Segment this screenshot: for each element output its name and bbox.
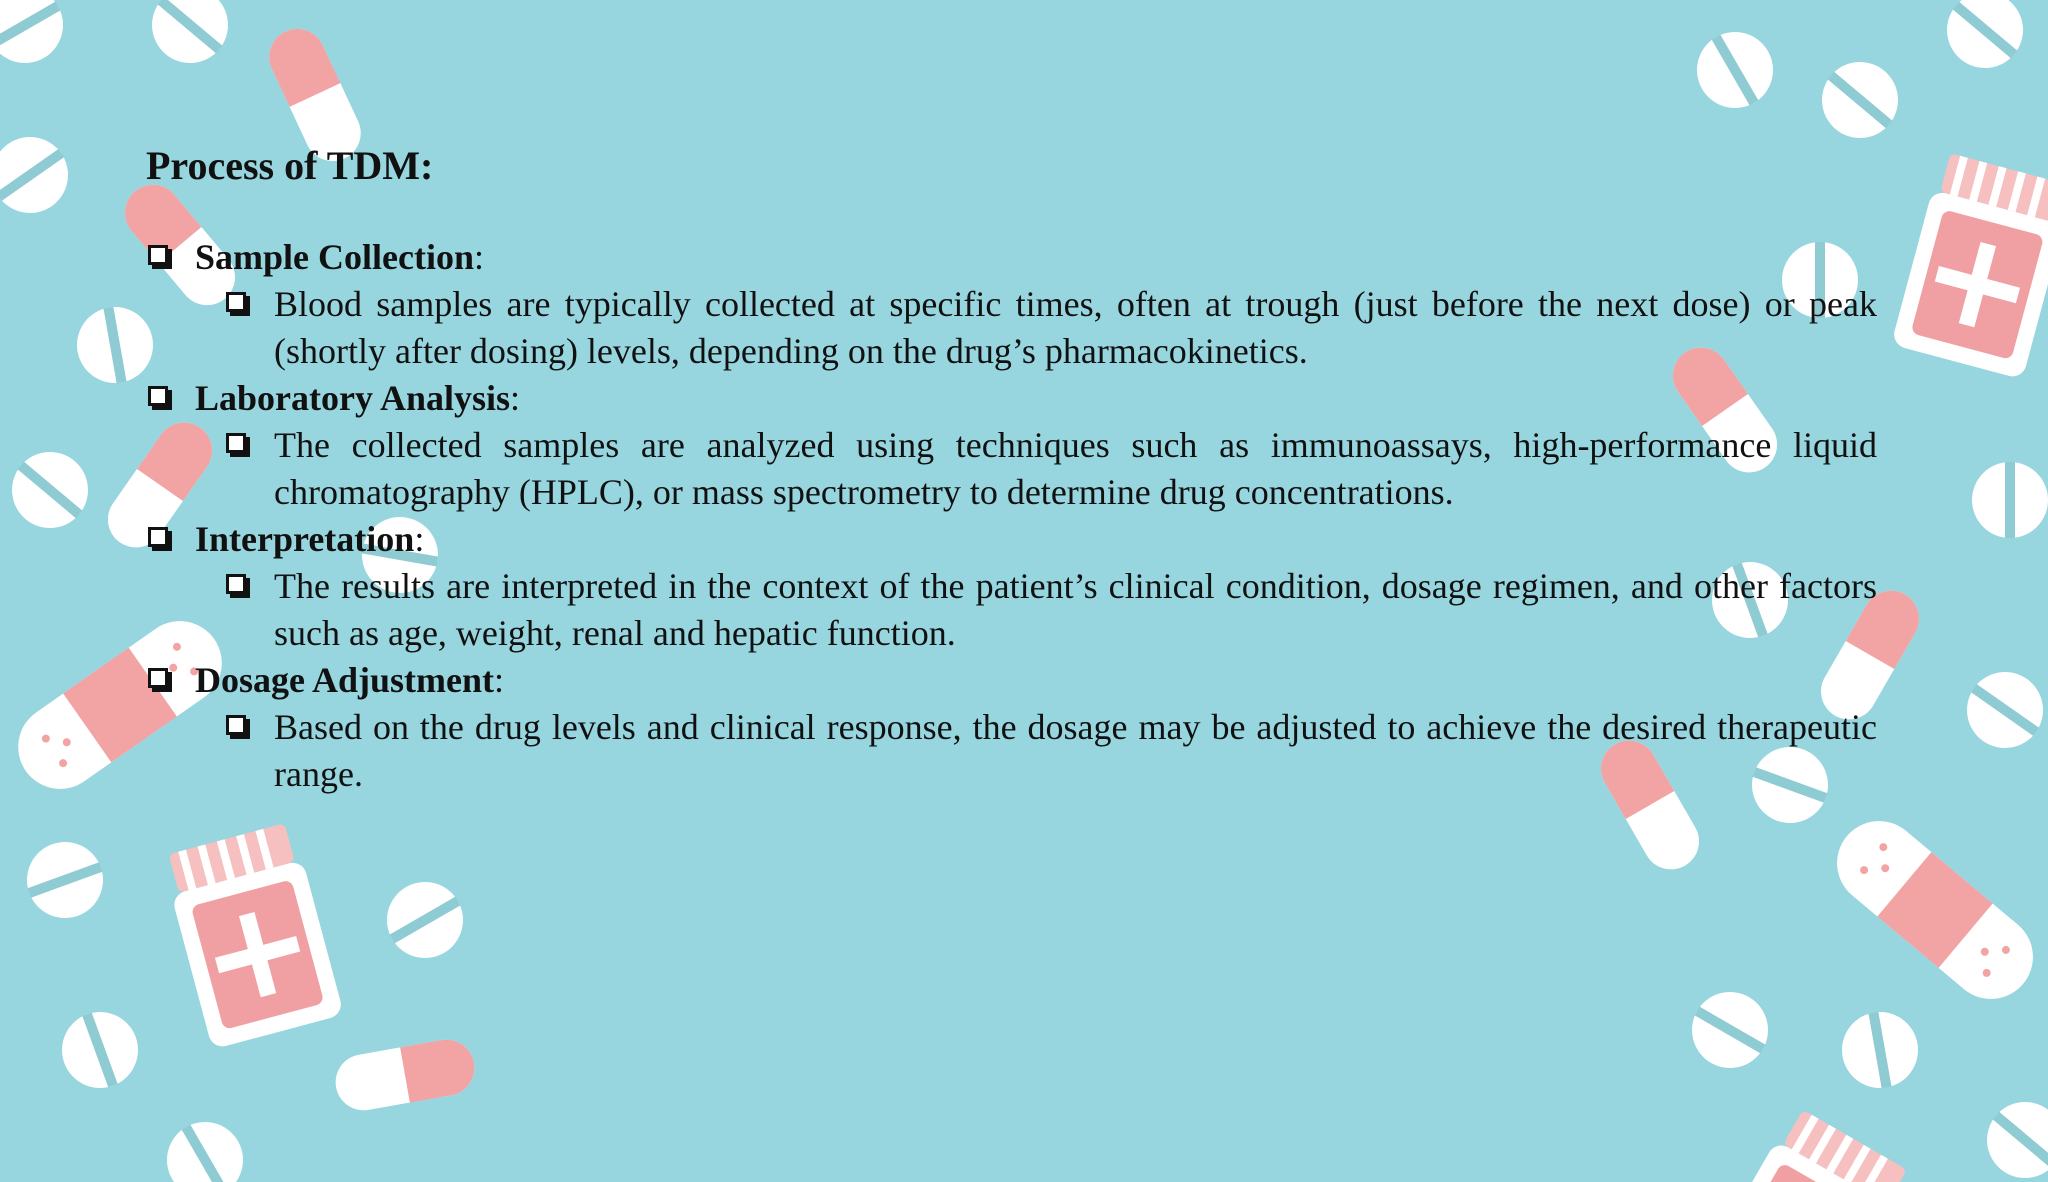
section-heading-label: Laboratory Analysis [195,378,511,418]
sub-bullet-text: The results are interpreted in the context of the patient’s clinical condition, dosage regimen, and other factors such as age, weight, renal and hepatic function. [274,566,1877,653]
section-dosage-adjustment [146,657,1877,798]
section-sample-collection [146,234,1877,375]
section-laboratory-analysis [146,375,1877,516]
sub-bullet [274,281,1877,375]
sub-bullet [274,563,1877,657]
slide-title: Process of TDM: [146,143,434,188]
section-heading-label: Interpretation [195,519,415,559]
slide-content [146,138,1877,798]
sub-bullet [274,704,1877,798]
checkbox-bullet-icon [148,386,168,406]
section-heading-label: Sample Collection [195,237,474,277]
section-heading [146,657,1877,704]
section-heading [146,516,1877,563]
checkbox-bullet-icon [148,527,168,547]
sub-bullet [274,422,1877,516]
heading-colon: : [494,660,505,700]
section-heading [146,375,1877,422]
checkbox-bullet-icon [226,433,246,453]
sub-bullet-text: Based on the drug levels and clinical response, the dosage may be adjusted to achieve the desired therapeutic range. [274,707,1877,794]
sub-bullet-text: The collected samples are analyzed using techniques such as immunoassays, high-performance liquid chromatography (HPLC), or mass spectrometry to determine drug concentrations. [274,425,1877,512]
section-interpretation [146,516,1877,657]
heading-colon: : [510,378,521,418]
section-heading-label: Dosage Adjustment [195,660,495,700]
section-heading [146,234,1877,281]
heading-colon: : [414,519,425,559]
checkbox-bullet-icon [148,245,168,265]
checkbox-bullet-icon [226,292,246,312]
heading-colon: : [473,237,484,277]
checkbox-bullet-icon [226,574,246,594]
checkbox-bullet-icon [226,715,246,735]
checkbox-bullet-icon [148,668,168,688]
sub-bullet-text: Blood samples are typically collected at specific times, often at trough (just before the next dose) or peak (shortly after dosing) levels, depending on the drug’s pharmacokinetics. [274,284,1877,371]
